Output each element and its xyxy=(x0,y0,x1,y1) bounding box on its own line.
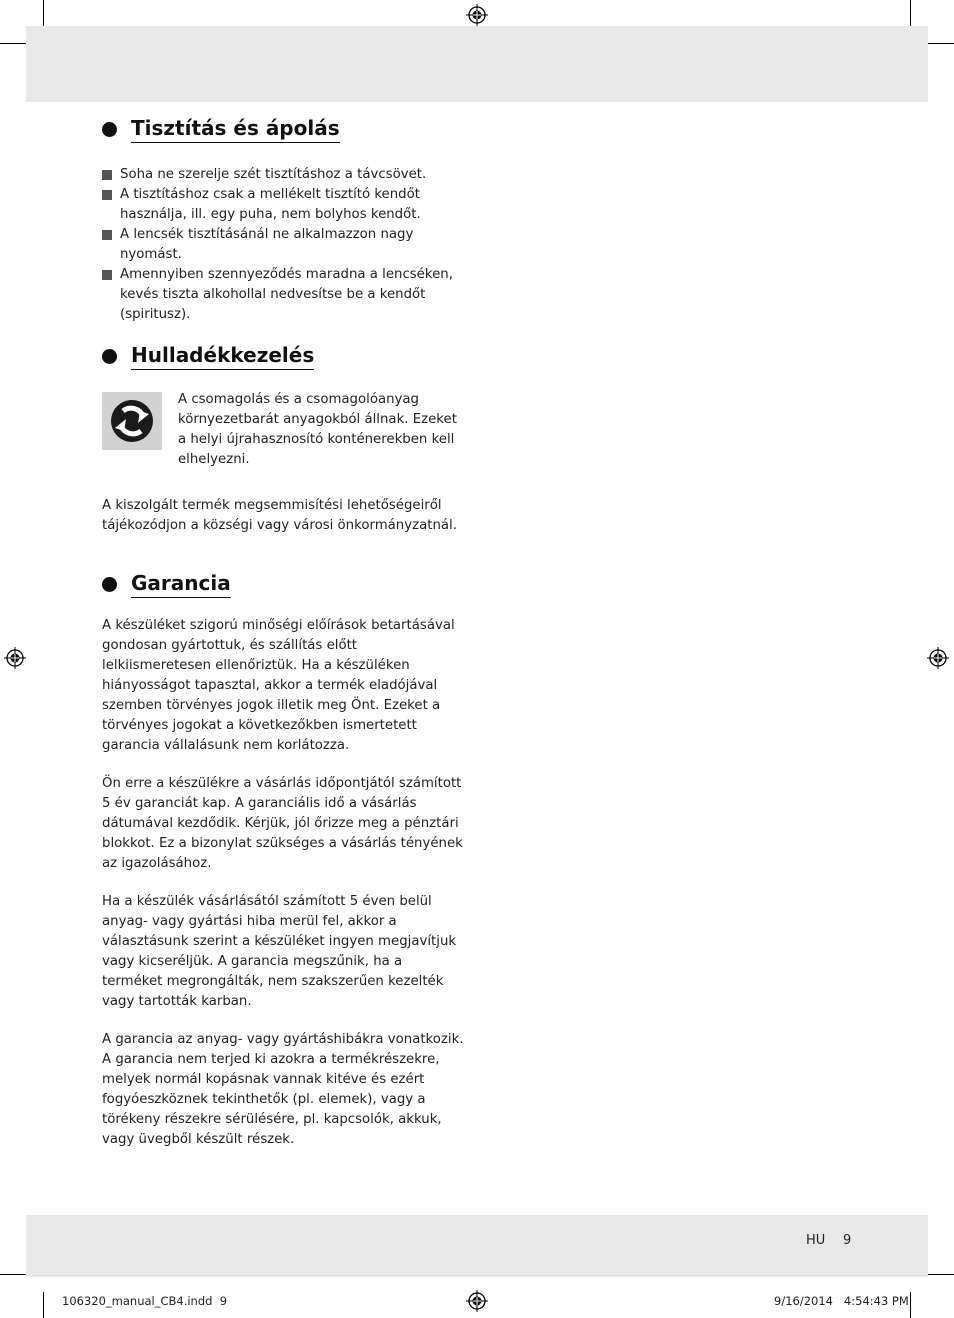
crop-mark xyxy=(0,1274,26,1275)
crop-mark xyxy=(928,1274,954,1275)
registration-mark-icon xyxy=(4,647,26,669)
crop-mark xyxy=(43,1292,44,1318)
crop-mark xyxy=(43,0,44,26)
slug-timestamp: 9/16/2014 4:54:43 PM xyxy=(774,1294,909,1308)
list-item: Soha ne szerelje szét tisztításhoz a távcsövet. xyxy=(102,165,466,185)
warranty-section xyxy=(102,571,466,1150)
list-item: Amennyiben szennyeződés maradna a lencséken, kevés tiszta alkohollal nedvesítse be a kendőt (spiritusz). xyxy=(102,265,466,325)
green-dot-recycle-icon xyxy=(102,392,162,450)
slug-filename: 106320_manual_CB4.indd 9 xyxy=(62,1294,228,1308)
crop-mark xyxy=(910,0,911,26)
square-bullet-icon xyxy=(102,230,112,240)
crop-mark xyxy=(0,43,26,44)
warranty-body xyxy=(102,616,466,1150)
list-item: A lencsék tisztításánál ne alkalmazzon nagy nyomást. xyxy=(102,225,466,265)
registration-mark-icon xyxy=(466,1290,488,1312)
section-title: Garancia xyxy=(131,571,231,598)
recycle-block xyxy=(102,390,466,470)
disposal-section xyxy=(102,343,466,536)
registration-mark-icon xyxy=(927,647,949,669)
bullet-dot-icon xyxy=(102,349,117,364)
square-bullet-icon xyxy=(102,190,112,200)
bullet-dot-icon xyxy=(102,577,117,592)
crop-mark xyxy=(928,43,954,44)
cleaning-section xyxy=(102,116,466,325)
footer-band xyxy=(26,1215,928,1277)
bullet-dot-icon xyxy=(102,122,117,137)
section-heading xyxy=(102,571,466,598)
section-heading xyxy=(102,343,466,370)
square-bullet-icon xyxy=(102,270,112,280)
paragraph: Ön erre a készülékre a vásárlás időpontjától számított 5 év garanciát kap. A garanciális idő a vásárlás dátumával kezdődik. Kérjük, jól őrizze meg a pénztári blokkot. Ez a bizonylat szükséges a vásárlás tényének az igazolásához. xyxy=(102,776,463,871)
recycle-text: A csomagolás és a csomagolóanyag környezetbarát anyagokból állnak. Ezeket a helyi újrahasznosító konténerekben kell elhelyezni. xyxy=(178,392,457,467)
section-heading xyxy=(102,116,466,143)
registration-mark-icon xyxy=(466,4,488,26)
cleaning-list xyxy=(102,165,466,325)
paragraph: A készüléket szigorú minőségi előírások betartásával gondosan gyártottuk, és szállítás előtt lelkiismeretesen ellenőriztük. Ha a készüléken hiányosságot tapasztal, akkor a termék eladójával szemben törvényes jogok illetik meg Önt. Ezeket a törvényes jogokat a következőkben ismertetett garancia vállalásunk nem korlátozza. xyxy=(102,618,455,753)
disposal-paragraph: A kiszolgált termék megsemmisítési lehetőségeiről tájékozódjon a községi vagy városi önkormányzatnál. xyxy=(102,498,457,533)
crop-mark xyxy=(910,1292,911,1318)
paragraph: A garancia az anyag- vagy gyártáshibákra vonatkozik. A garancia nem terjed ki azokra a termékrészekre, melyek normál kopásnak vannak kitéve és ezért fogyóeszköznek tekinthetők (pl. elemek), vagy a törékeny részekre sérülésére, pl. kapcsolók, akkuk, vagy üvegből készült részek. xyxy=(102,1032,464,1147)
section-title: Hulladékkezelés xyxy=(131,343,314,370)
page-number: 9 xyxy=(843,1233,852,1248)
language-code: HU xyxy=(806,1233,826,1248)
paragraph: Ha a készülék vásárlásától számított 5 éven belül anyag- vagy gyártási hiba merül fel, akkor a választásunk szerint a készüléket ingyen megjavítjuk vagy kicseréljük. A garancia megszűnik, ha a terméket megrongálták, nem szakszerűen kezelték vagy tartották karban. xyxy=(102,894,457,1009)
header-band xyxy=(26,26,928,102)
list-item: A tisztításhoz csak a mellékelt tisztító kendőt használja, ill. egy puha, nem bolyhos kendőt. xyxy=(102,185,466,225)
section-title: Tisztítás és ápolás xyxy=(131,116,340,143)
square-bullet-icon xyxy=(102,170,112,180)
